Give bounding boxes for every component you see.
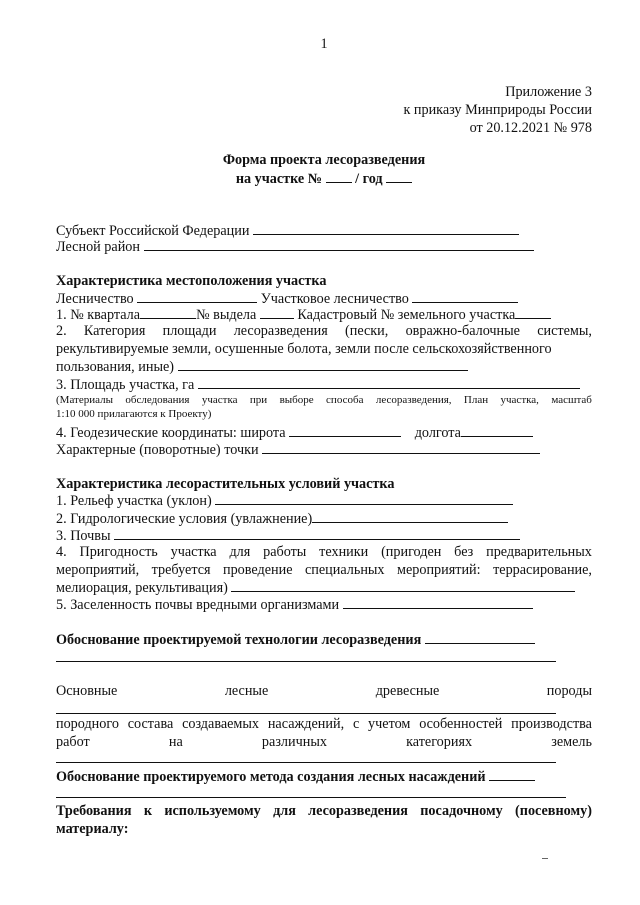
- suitability-line-1: 4. Пригодность участка для работы техники (пригоден без предварительных: [56, 544, 592, 560]
- location-heading: Характеристика местоположения участка: [56, 273, 327, 289]
- page-number: 1: [320, 36, 328, 52]
- forest-district-row: Лесной район: [56, 238, 592, 256]
- appendix-line-2: к приказу Минприроды России: [403, 102, 592, 118]
- soil-row: 3. Почвы: [56, 527, 592, 545]
- technology-heading: Обоснование проектируемой технологии лесоразведения: [56, 631, 592, 649]
- quarter-row: 1. № квартала № выдела Кадастровый № земельного участка: [56, 306, 592, 324]
- method-field[interactable]: [489, 768, 535, 781]
- forestry-row: Лесничество Участковое лесничество: [56, 290, 592, 308]
- points-field[interactable]: [262, 441, 540, 454]
- quarter-field[interactable]: [140, 306, 196, 319]
- material-heading-line-2: материалу:: [56, 821, 129, 837]
- pests-field[interactable]: [343, 596, 533, 609]
- subject-rf-field[interactable]: [253, 222, 519, 235]
- relief-field[interactable]: [215, 492, 513, 505]
- latitude-field[interactable]: [289, 424, 401, 437]
- method-rule[interactable]: [56, 797, 566, 798]
- allotment-field[interactable]: [260, 306, 294, 319]
- technology-rule[interactable]: [56, 661, 556, 662]
- suitability-line-3: мелиорация, рекультивация): [56, 579, 592, 597]
- category-line-2: рекультивируемые земли, осушенные болота, земли после сельскохозяйственного: [56, 341, 552, 357]
- suitability-field[interactable]: [231, 579, 575, 592]
- materials-note-line-2: 1:10 000 прилагаются к Проекту): [56, 408, 212, 420]
- points-row: Характерные (поворотные) точки: [56, 441, 592, 459]
- appendix-line-3: от 20.12.2021 № 978: [469, 120, 592, 136]
- hydrology-row: 2. Гидрологические условия (увлажнение): [56, 510, 592, 528]
- document-subtitle: на участке № / год: [56, 170, 592, 188]
- forest-district-field[interactable]: [144, 238, 534, 251]
- species-line: Основные лесные древесные породы: [56, 683, 592, 699]
- document-title: Форма проекта лесоразведения: [222, 152, 426, 168]
- appendix-line-1: Приложение 3: [505, 84, 592, 100]
- conditions-heading: Характеристика лесорастительных условий участка: [56, 476, 395, 492]
- subject-rf-row: Субъект Российской Федерации: [56, 222, 592, 240]
- pests-row: 5. Заселенность почвы вредными организмами: [56, 596, 592, 614]
- forestry-field[interactable]: [137, 290, 257, 303]
- works-rule[interactable]: [56, 762, 556, 763]
- district-forestry-field[interactable]: [412, 290, 518, 303]
- area-field[interactable]: [198, 376, 580, 389]
- composition-line: породного состава создаваемых насаждений, с учетом особенностей производства: [56, 716, 592, 732]
- material-heading-line-1: Требования к используемому для лесоразведения посадочному (посевному): [56, 803, 592, 819]
- species-rule[interactable]: [56, 713, 556, 714]
- longitude-field[interactable]: [461, 424, 533, 437]
- technology-field[interactable]: [425, 631, 535, 644]
- coordinates-row: 4. Геодезические координаты: широта долгота: [56, 424, 592, 442]
- area-row: 3. Площадь участка, га: [56, 376, 592, 394]
- materials-note-line-1: (Материалы обследования участка при выборе способа лесоразведения, План участка, масштаб: [56, 394, 592, 406]
- scan-mark: [542, 858, 548, 859]
- method-heading: Обоснование проектируемого метода создания лесных насаждений: [56, 768, 592, 786]
- cadastral-field[interactable]: [515, 306, 551, 319]
- works-line: работ на различных категориях земель: [56, 734, 592, 750]
- category-line-1: 2. Категория площади лесоразведения (пески, овражно-балочные системы,: [56, 323, 592, 339]
- category-field[interactable]: [178, 358, 468, 371]
- category-line-3: пользования, иные): [56, 358, 592, 376]
- soil-field[interactable]: [114, 527, 520, 540]
- relief-row: 1. Рельеф участка (уклон): [56, 492, 592, 510]
- hydrology-field[interactable]: [312, 510, 508, 523]
- suitability-line-2: мероприятий, требуется проведение специальных мероприятий: террасирование,: [56, 562, 592, 578]
